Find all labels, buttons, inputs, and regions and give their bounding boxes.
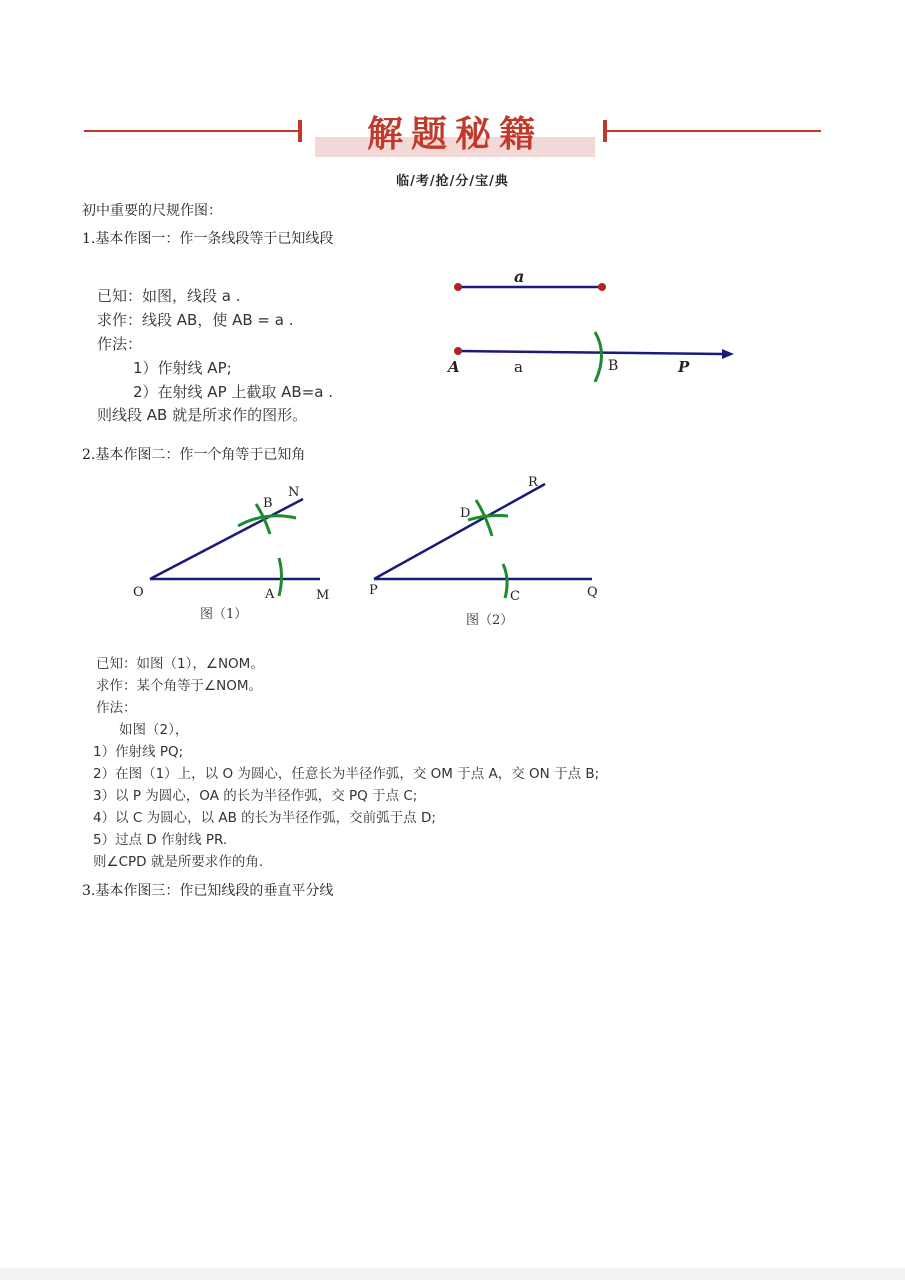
header-rule-right xyxy=(606,130,821,132)
section1-line-6: 则线段 AB 就是所求作的图形。 xyxy=(97,406,308,424)
header-rule-left xyxy=(84,130,299,132)
page-subtitle: 临/考/抢/分/宝/典 xyxy=(396,174,509,189)
ray-ap-arrowhead xyxy=(722,349,734,359)
section2-line-5: 1）作射线 PQ; xyxy=(93,744,184,760)
segment-a-left-point xyxy=(454,283,462,291)
section2-line-6: 2）在图（1）上，以 O 为圆心，任意长为半径作弧，交 OM 于点 A，交 ON 于点 B; xyxy=(93,766,600,782)
point-a xyxy=(454,347,462,355)
fig1-label-o: O xyxy=(133,585,144,600)
section2-line-1: 已知：如图（1），∠NOM。 xyxy=(96,656,264,672)
section1-line-1: 已知：如图，线段 a . xyxy=(97,287,241,305)
section2-line-9: 5）过点 D 作射线 PR. xyxy=(93,832,228,848)
fig2-arc-c xyxy=(503,564,507,598)
fig1-caption: 图（1） xyxy=(200,607,248,622)
fig2-caption: 图（2） xyxy=(466,613,514,628)
fig1-label-a: A xyxy=(265,587,275,602)
fig2-label-p: P xyxy=(369,583,378,598)
section1-line-2: 求作：线段 AB，使 AB = a . xyxy=(97,311,294,329)
fig2-arc-cross xyxy=(468,516,508,521)
section2-line-3: 作法： xyxy=(96,700,137,716)
section1-line-4: 1）作射线 AP; xyxy=(133,359,232,377)
ray-ap xyxy=(458,351,722,354)
fig2-label-q: Q xyxy=(587,585,598,600)
section2-line-4: 如图（2）， xyxy=(119,722,189,738)
header-rule-right-cap xyxy=(603,120,607,142)
fig2-ray-pr xyxy=(374,484,545,579)
header-rule-left-cap xyxy=(298,120,302,142)
segment-a-label: a xyxy=(514,267,525,286)
bottom-bar xyxy=(0,1268,905,1280)
section2-figures xyxy=(120,476,620,636)
fig1-label-b: B xyxy=(263,496,273,511)
label-a-length: a xyxy=(514,358,523,376)
label-b: B xyxy=(608,358,619,374)
section1-line-3: 作法： xyxy=(97,335,143,353)
label-p: P xyxy=(678,358,690,376)
label-a-point: A xyxy=(448,358,460,376)
section2-heading: 2.基本作图二：作一个角等于已知角 xyxy=(82,447,306,463)
arc-b xyxy=(595,332,602,382)
fig1-arc-a xyxy=(279,558,282,596)
fig2-label-r: R xyxy=(528,476,538,490)
segment-a-right-point xyxy=(598,283,606,291)
page-title: 解题秘籍 xyxy=(366,114,543,155)
fig2-label-c: C xyxy=(510,589,520,604)
fig1-label-m: M xyxy=(316,588,330,603)
section2-line-2: 求作：某个角等于∠NOM。 xyxy=(96,678,262,694)
fig1-label-n: N xyxy=(288,485,300,500)
section1-line-5: 2）在射线 AP 上截取 AB=a . xyxy=(133,383,334,401)
section1-figure xyxy=(440,262,750,382)
section3-heading: 3.基本作图三：作已知线段的垂直平分线 xyxy=(82,883,334,899)
intro-text: 初中重要的尺规作图： xyxy=(82,203,222,219)
section1-heading: 1.基本作图一：作一条线段等于已知线段 xyxy=(82,231,334,247)
section2-line-7: 3）以 P 为圆心，OA 的长为半径作弧，交 PQ 于点 C; xyxy=(93,788,418,804)
section2-line-8: 4）以 C 为圆心，以 AB 的长为半径作弧，交前弧于点 D; xyxy=(93,810,436,826)
section2-line-10: 则∠CPD 就是所要求作的角. xyxy=(93,854,264,870)
fig2-label-d: D xyxy=(460,506,471,521)
